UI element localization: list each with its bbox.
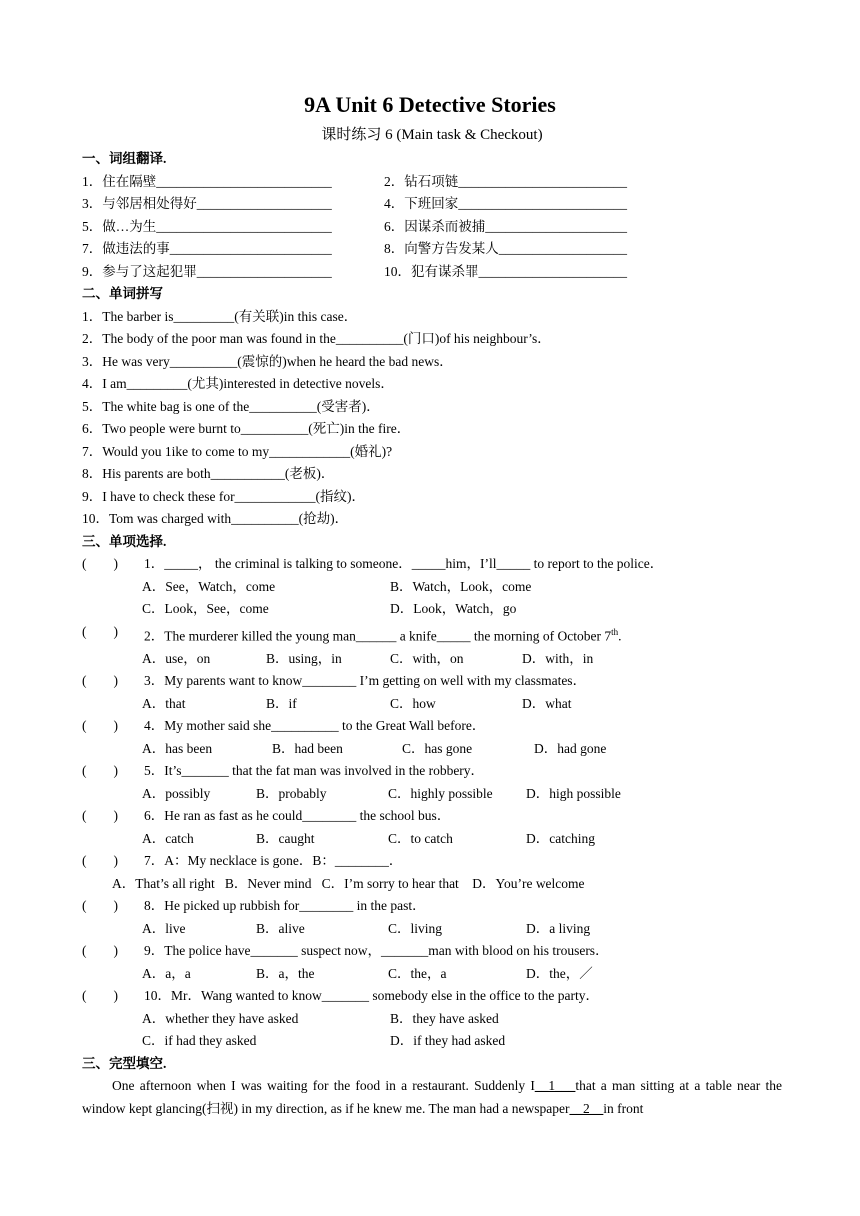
- option-d[interactable]: D．a living: [526, 920, 591, 936]
- options[interactable]: A．That’s all right B．Never mind C．I’m sorry to hear that D．You’re welcome: [112, 875, 585, 891]
- option-c[interactable]: C．living: [388, 920, 443, 936]
- option-c[interactable]: C．highly possible: [388, 785, 493, 801]
- option-d[interactable]: D．catching: [526, 830, 595, 846]
- question-9: [82, 940, 782, 963]
- question-stem: 3．My parents want to know________ I’m getting on well with my classmates．: [144, 673, 587, 688]
- question-7: [82, 850, 782, 873]
- option-b[interactable]: B．a，the: [256, 965, 315, 981]
- list-item: 8．向警方告发某人___________________: [384, 241, 627, 256]
- option-d[interactable]: D．the，／: [526, 965, 593, 981]
- question-stem: 5．It’s_______ that the fat man was involved in the robbery．: [144, 763, 485, 778]
- answer-bracket[interactable]: ( ): [82, 943, 118, 958]
- page-subtitle: 课时练习 6 (Main task & Checkout): [321, 127, 543, 143]
- options: [142, 783, 782, 806]
- section-heading-phrase-translation: 一、词组翻译.: [82, 151, 167, 166]
- list-item: 5．做…为生__________________________: [82, 218, 332, 234]
- list-item: 10．犯有谋杀罪______________________: [384, 263, 627, 279]
- section-heading-multiple-choice: 三、单项选择.: [82, 533, 167, 549]
- list-item: 8．His parents are both___________(老板)．: [82, 466, 335, 481]
- options: [142, 576, 782, 621]
- question-8: [82, 895, 782, 918]
- list-item: 6．Two people were burnt to__________(死亡)in the fire．: [82, 421, 411, 436]
- answer-bracket[interactable]: ( ): [82, 853, 118, 868]
- question-stem: 1．_____， the criminal is talking to someone．_____him，I’ll_____ to report to the police．: [144, 556, 664, 571]
- option-c[interactable]: C．if had they asked: [142, 1033, 257, 1048]
- option-d[interactable]: D．what: [522, 695, 572, 711]
- option-d[interactable]: D．Look，Watch，go: [390, 601, 517, 616]
- question-stem: 9．The police have_______ suspect now，_______man with blood on his trousers．: [144, 943, 609, 958]
- list-item: 10．Tom was charged with__________(抢劫)．: [82, 511, 349, 526]
- answer-bracket[interactable]: ( ): [82, 988, 118, 1003]
- answer-bracket[interactable]: ( ): [82, 623, 118, 639]
- option-c[interactable]: C．how: [390, 695, 436, 711]
- options: [142, 648, 782, 671]
- option-a[interactable]: A．whether they have asked: [142, 1010, 299, 1026]
- question-stem: 8．He picked up rubbish for________ in the past．: [144, 898, 426, 913]
- cloze-passage: One afternoon when I was waiting for the food in a restaurant. Suddenly I__1___that a man sitting at a table near the window kept glancing(扫视) in my direction, as if he knew me. The man had a newspaper__2__in front: [82, 1078, 782, 1116]
- option-a[interactable]: A．See，Watch，come: [142, 578, 276, 594]
- options: [142, 918, 782, 941]
- list-item: 1．住在隔壁__________________________: [82, 173, 332, 189]
- option-b[interactable]: B．had been: [272, 740, 343, 756]
- question-10: [82, 985, 782, 1008]
- option-d[interactable]: D．high possible: [526, 785, 621, 801]
- option-b[interactable]: B．using，in: [266, 650, 342, 666]
- answer-bracket[interactable]: ( ): [82, 673, 118, 688]
- option-d[interactable]: D．had gone: [534, 740, 607, 756]
- answer-bracket[interactable]: ( ): [82, 898, 118, 913]
- options: [142, 1008, 782, 1053]
- options: [142, 693, 782, 716]
- options: [142, 963, 782, 986]
- list-item: 1．The barber is_________(有关联)in this case．: [82, 308, 358, 324]
- answer-bracket[interactable]: ( ): [82, 718, 118, 733]
- question-2: [82, 621, 782, 648]
- options: [142, 738, 782, 761]
- option-a[interactable]: A．that: [142, 695, 186, 711]
- option-b[interactable]: B．Watch，Look，come: [390, 578, 532, 594]
- answer-bracket[interactable]: ( ): [82, 763, 118, 778]
- option-c[interactable]: C．the，a: [388, 965, 447, 981]
- option-d[interactable]: D．if they had asked: [390, 1033, 506, 1048]
- option-b[interactable]: B．probably: [256, 785, 327, 801]
- option-a[interactable]: A．live: [142, 920, 186, 936]
- option-c[interactable]: C．to catch: [388, 830, 453, 846]
- option-c[interactable]: C．with，on: [390, 650, 464, 666]
- question-stem: 2．The murderer killed the young man______ a knife_____ the morning of October 7th.: [144, 626, 622, 643]
- option-b[interactable]: B．if: [266, 695, 297, 711]
- list-item: 2．钻石项链_________________________: [384, 173, 627, 189]
- options: [142, 828, 782, 851]
- section-heading-spelling: 二、单词拼写: [82, 286, 163, 301]
- question-3: [82, 670, 782, 693]
- question-stem: 4．My mother said she__________ to the Great Wall before．: [144, 718, 486, 733]
- question-6: [82, 805, 782, 828]
- page-title: 9A Unit 6 Detective Stories: [304, 92, 556, 117]
- option-a[interactable]: A．has been: [142, 740, 213, 756]
- option-d[interactable]: D．with，in: [522, 650, 594, 666]
- question-stem: 7．A：My necklace is gone．B：________．: [144, 853, 403, 868]
- option-a[interactable]: A．catch: [142, 830, 194, 846]
- option-a[interactable]: A．a，a: [142, 965, 191, 981]
- option-b[interactable]: B．they have asked: [390, 1010, 499, 1026]
- answer-bracket[interactable]: ( ): [82, 556, 118, 571]
- list-item: 3．He was very__________(震惊的)when he heard the bad news．: [82, 353, 453, 369]
- list-item: 9．参与了这起犯罪____________________: [82, 263, 332, 279]
- answer-bracket[interactable]: ( ): [82, 808, 118, 823]
- question-1: [82, 553, 782, 576]
- question-stem: 6．He ran as fast as he could________ the school bus．: [144, 808, 451, 823]
- cloze-blank-1[interactable]: __1___: [534, 1078, 576, 1093]
- option-a[interactable]: A．use，on: [142, 650, 211, 666]
- list-item: 7．做违法的事________________________: [82, 241, 332, 256]
- list-item: 4．下班回家_________________________: [384, 196, 627, 211]
- question-4: [82, 715, 782, 738]
- list-item: 4．I am_________(尤其)interested in detective novels．: [82, 376, 394, 391]
- option-b[interactable]: B．alive: [256, 920, 305, 936]
- option-c[interactable]: C．Look，See，come: [142, 601, 269, 616]
- list-item: 2．The body of the poor man was found in the__________(门口)of his neighbour’s．: [82, 331, 551, 346]
- cloze-blank-2[interactable]: __2__: [569, 1100, 604, 1116]
- list-item: 5．The white bag is one of the__________(受害者)．: [82, 398, 380, 414]
- list-item: 6．因谋杀而被捕_____________________: [384, 218, 627, 234]
- list-item: 3．与邻居相处得好____________________: [82, 196, 332, 211]
- section-heading-cloze: 三、完型填空.: [82, 1055, 167, 1071]
- question-5: [82, 760, 782, 783]
- question-stem: 10．Mr．Wang wanted to know_______ somebody else in the office to the party．: [144, 988, 599, 1003]
- list-item: 7．Would you 1ike to come to my____________(婚礼)?: [82, 443, 393, 459]
- phrase-translation-list: [82, 171, 782, 284]
- option-a[interactable]: A．possibly: [142, 785, 211, 801]
- option-c[interactable]: C．has gone: [402, 740, 473, 756]
- list-item: 9．I have to check these for____________(指纹)．: [82, 488, 366, 504]
- worksheet-page: [82, 90, 782, 1120]
- spelling-list: [82, 306, 782, 531]
- option-b[interactable]: B．caught: [256, 830, 315, 846]
